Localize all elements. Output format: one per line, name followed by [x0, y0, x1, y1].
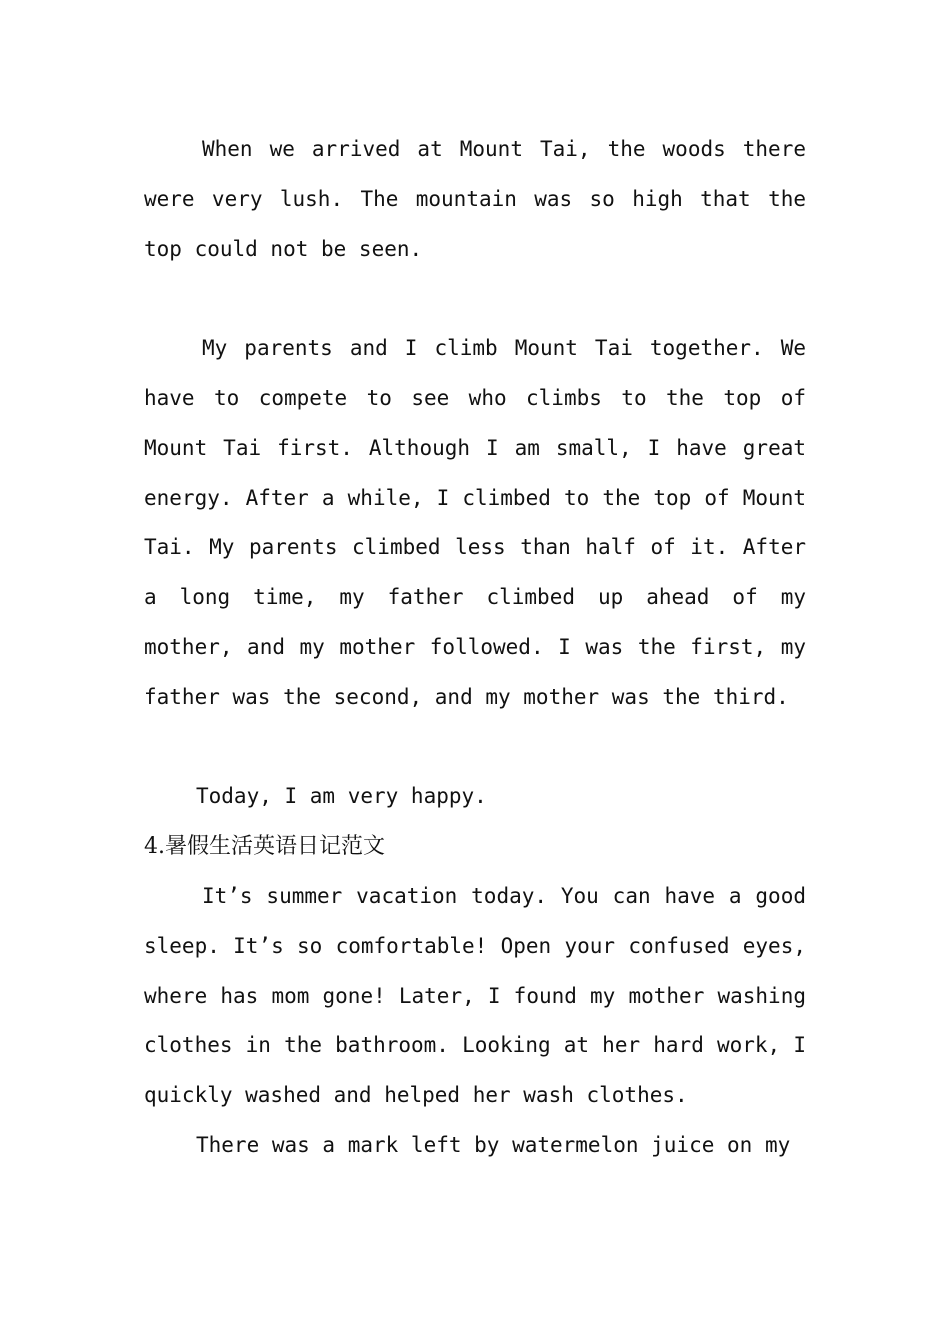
- paragraph-watermelon-mark: There was a mark left by watermelon juice on my: [196, 1132, 791, 1157]
- paragraph-happy: Today, I am very happy.: [196, 784, 487, 809]
- paragraph-climbing-race: My parents and I climb Mount Tai together. We have to compete to see who climbs to the top of Mount Tai first. Although I am small, I have great energy. After a while, I climbed to the top of Mount Tai. My parents climbed less than half of it. After a long time, my father climbed up ahead of my mother, and my mother followed. I was the first, my father was the second, and my mother was the third.: [144, 336, 806, 709]
- document-body: [144, 125, 806, 1171]
- paragraph-summer-vacation: It’s summer vacation today. You can have a good sleep. It’s so comfortable! Open your confused eyes, where has mom gone! Later, I found my mother washing clothes in the bathroom. Looking at her hard work, I quickly washed and helped her wash clothes.: [144, 883, 806, 1108]
- paragraph-mount-tai-arrival: When we arrived at Mount Tai, the woods there were very lush. The mountain was so high that the top could not be seen.: [144, 137, 806, 261]
- paragraph-spacer: [144, 723, 806, 773]
- paragraph-spacer: [144, 274, 806, 324]
- section-heading: 4.暑假生活英语日记范文: [144, 834, 385, 860]
